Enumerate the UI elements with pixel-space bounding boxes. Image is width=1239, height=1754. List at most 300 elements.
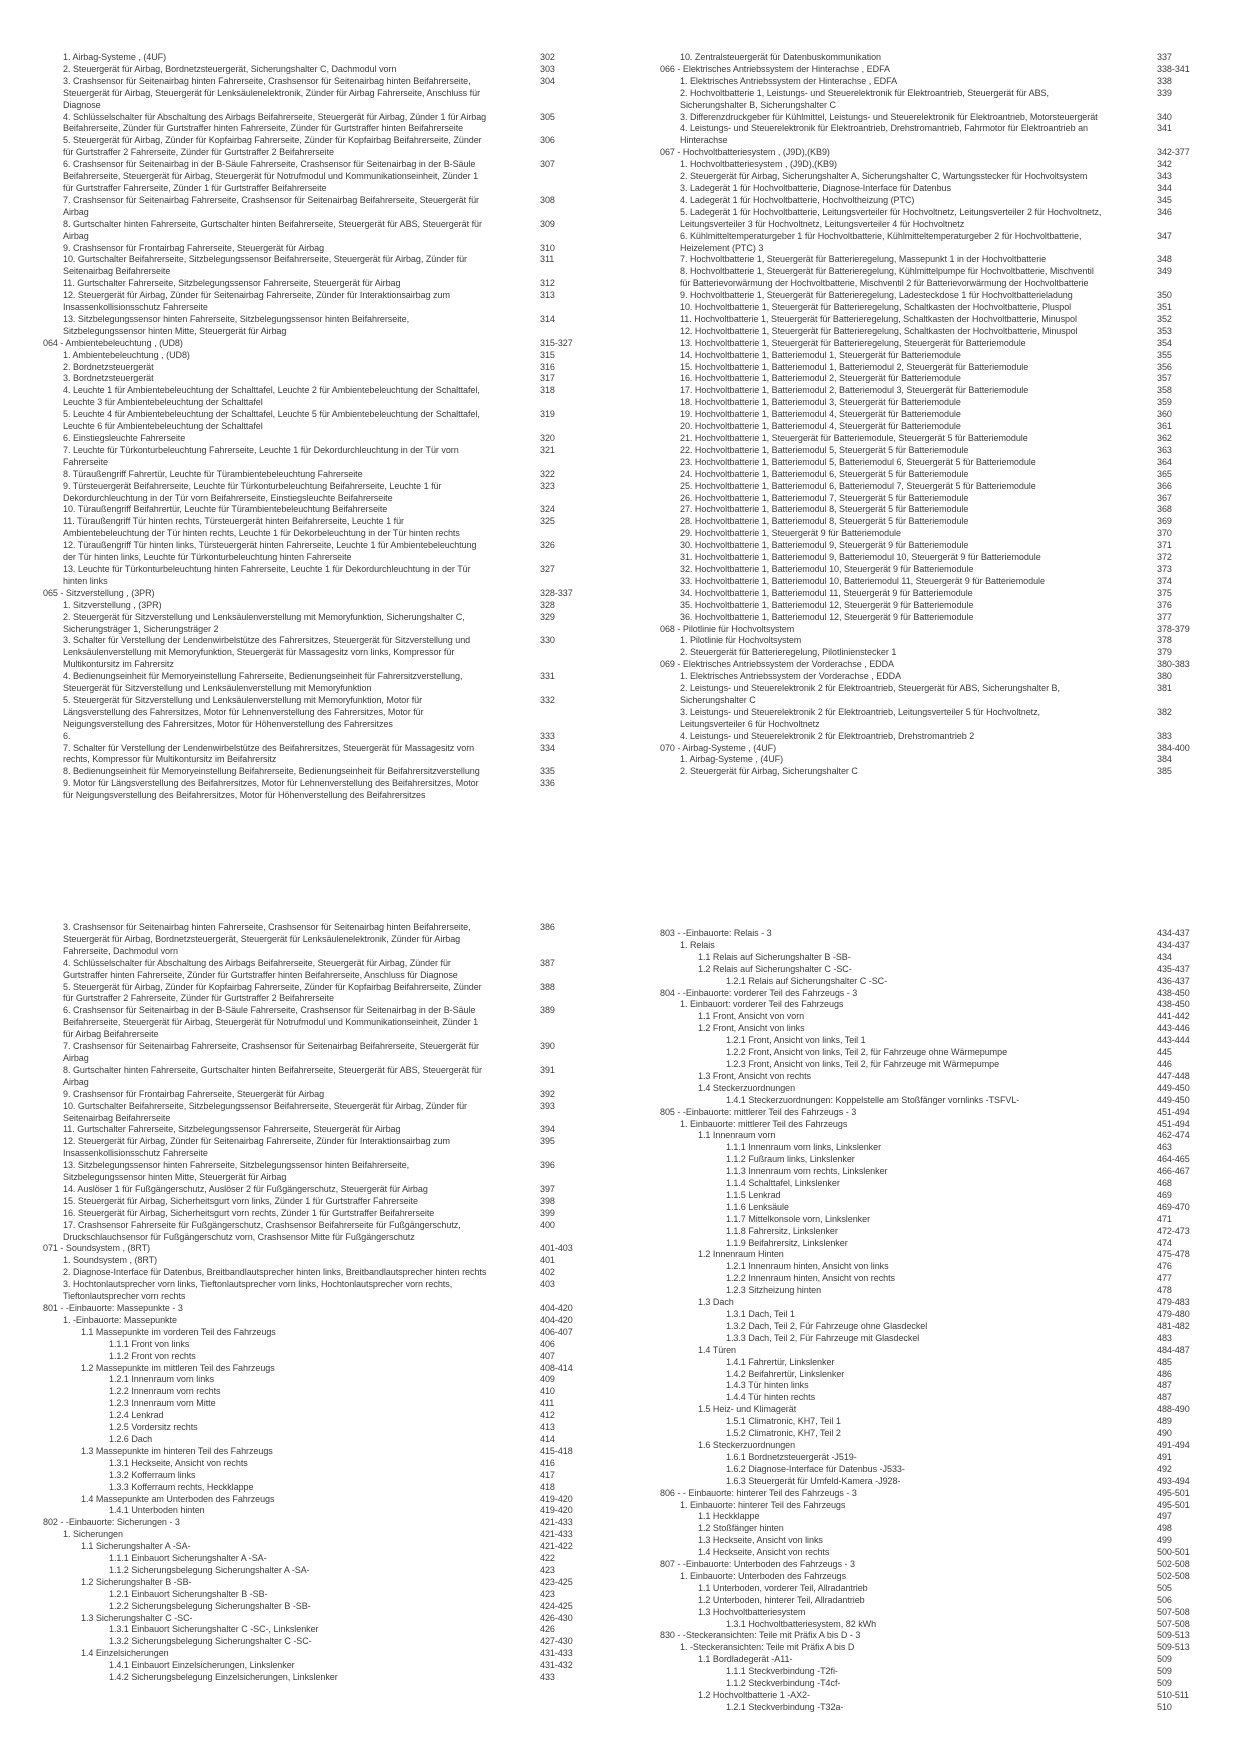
toc-entry-text: 22. Hochvoltbatterie 1, Batteriemodul 5, Steuergerät 5 für Batteriemodule xyxy=(680,444,969,455)
toc-entry-page: 497 xyxy=(1157,1511,1172,1522)
toc-entry-text: 1.1 Bordladegerät -A11- xyxy=(698,1654,793,1665)
toc-entry-text: 4. Ladegerät 1 für Hochvoltbatterie, Hochvoltheizung (PTC) xyxy=(680,194,915,205)
toc-entry-page: 509-513 xyxy=(1157,1642,1190,1653)
toc-entry xyxy=(660,1630,1220,1642)
toc-entry-page: 499 xyxy=(1157,1535,1172,1546)
toc-entry-page: 387 xyxy=(540,957,555,968)
toc-entry xyxy=(660,362,1220,374)
toc-entry xyxy=(43,1124,603,1136)
toc-entry-page: 407 xyxy=(540,1350,555,1361)
toc-entry-text: 1. Soundsystem , (8RT) xyxy=(63,1255,158,1266)
toc-entry-text: 1.4 Türen xyxy=(698,1344,737,1355)
toc-entry xyxy=(660,683,1220,707)
toc-entry-page: 353 xyxy=(1157,325,1172,336)
toc-column-top-left xyxy=(43,52,603,802)
toc-entry xyxy=(43,1648,603,1660)
toc-entry xyxy=(660,988,1220,1000)
toc-entry-text: 9. Crashsensor für Frontairbag Fahrerseite, Steuergerät für Airbag xyxy=(63,1088,325,1099)
toc-entry-text: 1.2.3 Innenraum vorn Mitte xyxy=(109,1398,216,1409)
toc-entry xyxy=(43,671,603,695)
toc-entry-page: 345 xyxy=(1157,194,1172,205)
toc-entry xyxy=(43,1351,603,1363)
toc-entry-text: 11. Gurtschalter Fahrerseite, Sitzbelegungssensor Fahrerseite, Steuergerät für Airbag xyxy=(63,1124,401,1135)
toc-entry-text: 5. Steuergerät für Sitzverstellung und Lenksäulenverstellung mit Memoryfunktion, Motor für Längsverstellung des Fahrersitzes, Motor für Lehnenverstellung des Fahrersitzes, Motor für Neigungsverstellung des Fahrersitzes, Motor für Höhenverstellung des Fahrersitzes xyxy=(63,694,424,729)
toc-entry-page: 385 xyxy=(1157,766,1172,777)
toc-entry-text: 803 - -Einbauorte: Relais - 3 xyxy=(660,928,772,938)
toc-entry xyxy=(660,1214,1220,1226)
toc-entry-page: 364 xyxy=(1157,456,1172,467)
toc-entry xyxy=(660,1523,1220,1535)
toc-entry-page: 378-379 xyxy=(1157,623,1190,634)
toc-entry xyxy=(660,754,1220,766)
toc-entry xyxy=(660,1607,1220,1619)
toc-entry-text: 1.2.2 Sicherungsbelegung Sicherungshalter B -SB- xyxy=(109,1600,311,1611)
toc-entry xyxy=(43,635,603,671)
toc-entry-page: 359 xyxy=(1157,397,1172,408)
toc-entry xyxy=(660,326,1220,338)
toc-entry-text: 1.1.1 Front von links xyxy=(109,1338,190,1349)
toc-entry-text: 1.2 Front, Ansicht von links xyxy=(698,1023,805,1034)
toc-entry-text: 1.6.1 Bordnetzsteuergerät -J519- xyxy=(726,1451,857,1462)
toc-entry-page: 347 xyxy=(1157,230,1172,241)
toc-entry-text: 1.3 Sicherungshalter C -SC- xyxy=(81,1612,193,1623)
toc-entry-text: 1.4 Massepunkte am Unterboden des Fahrzeugs xyxy=(81,1493,275,1504)
toc-entry xyxy=(43,1410,603,1422)
toc-entry-text: 6. Crashsensor für Seitenairbag in der B-Säule Fahrerseite, Crashsensor für Seitenairbag in der B-Säule Beifahrerseite, Steuergerät für Airbag, Steuergerät für Notrufmodul und Kommunikationseinheit, Zünder 1 für Airbag Beifahrerseite xyxy=(63,1005,479,1040)
toc-entry xyxy=(43,778,603,802)
toc-entry xyxy=(660,1333,1220,1345)
toc-entry-text: 1. Airbag-Systeme , (4UF) xyxy=(680,754,784,765)
toc-entry-page: 340 xyxy=(1157,111,1172,122)
toc-entry-page: 372 xyxy=(1157,552,1172,563)
toc-entry-text: 13. Hochvoltbatterie 1, Steuergerät für Batterieregelung, Steuergerät für Batteriemodule xyxy=(680,337,1026,348)
toc-entry-page: 487 xyxy=(1157,1380,1172,1391)
toc-entry-page: 351 xyxy=(1157,302,1172,313)
toc-entry-page: 411 xyxy=(540,1398,555,1409)
toc-entry-text: 5. Steuergerät für Airbag, Zünder für Kopfairbag Fahrerseite, Zünder für Kopfairbag Beifahrerseite, Zünder für Gurtstraffer 2 Fahrerseite, Zünder für Gurtstraffer 2 Beifahrerseite xyxy=(63,135,482,158)
toc-entry-text: 10. Türaußengriff Beifahrertür, Leuchte für Türambientebeleuchtung Beifahrerseite xyxy=(63,504,388,515)
toc-entry xyxy=(43,1541,603,1553)
toc-entry-page: 507-508 xyxy=(1157,1606,1190,1617)
toc-entry-text: 20. Hochvoltbatterie 1, Batteriemodul 4, Steuergerät für Batteriemodule xyxy=(680,421,961,432)
toc-entry xyxy=(660,1369,1220,1381)
toc-entry xyxy=(660,552,1220,564)
toc-entry-text: 1.2 Hochvoltbatterie 1 -AX2- xyxy=(698,1690,810,1700)
toc-entry-text: 13. Sitzbelegungssensor hinten Fahrerseite, Sitzbelegungssensor hinten Beifahrerseite, Sitzbelegungssensor hinten Mitte, Steuergerät für Airbag xyxy=(63,313,410,336)
toc-entry-page: 365 xyxy=(1157,468,1172,479)
toc-entry-page: 389 xyxy=(540,1005,555,1016)
toc-entry-page: 342 xyxy=(1157,159,1172,170)
toc-entry-text: 7. Schalter für Verstellung der Lendenwirbelstütze des Beifahrersitzes, Steuergerät für Massagesitz vorn rechts, Kompressor für Multikontursitz im Beifahrersitz xyxy=(63,742,475,765)
toc-entry xyxy=(43,1255,603,1267)
toc-entry xyxy=(43,766,603,778)
toc-entry xyxy=(43,112,603,136)
toc-entry-page: 471 xyxy=(1157,1213,1172,1224)
toc-entry-page: 401-403 xyxy=(540,1243,573,1254)
toc-entry-text: 1.4.1 Einbauort Einzelsicherungen, Linkslenker xyxy=(109,1660,295,1671)
toc-entry-page: 307 xyxy=(540,159,555,170)
toc-entry-text: 30. Hochvoltbatterie 1, Batteriemodul 9, Steuergerät 9 für Batteriemodule xyxy=(680,540,969,551)
toc-entry-text: 1.5.2 Climatronic, KH7, Teil 2 xyxy=(726,1428,841,1439)
toc-entry xyxy=(660,1357,1220,1369)
toc-entry xyxy=(43,278,603,290)
toc-entry-text: 1.1.1 Innenraum vorn links, Linkslenker xyxy=(726,1142,882,1153)
toc-entry xyxy=(660,195,1220,207)
toc-entry-text: 4. Leistungs- und Steuerelektronik 2 für Elektroantrieb, Drehstromantrieb 2 xyxy=(680,730,975,741)
toc-entry-text: 2. Steuergerät für Airbag, Sicherungshalter A, Sicherungshalter C, Wartungsstecker für Hochvoltsystem xyxy=(680,171,1088,182)
toc-entry-text: 1.1.7 Mittelkonsole vorn, Linkslenker xyxy=(726,1213,871,1224)
toc-entry-text: 1.3 Hochvoltbatteriesystem xyxy=(698,1606,806,1617)
toc-entry-text: 10. Zentralsteuergerät für Datenbuskommunikation xyxy=(680,52,882,62)
toc-entry-text: 830 - -Steckeransichten: Teile mit Präfix A bis D - 3 xyxy=(660,1630,861,1641)
toc-entry-page: 509 xyxy=(1157,1678,1172,1689)
toc-entry-text: 2. Steuergerät für Batterieregelung, Pilotlinienstecker 1 xyxy=(680,647,897,658)
toc-entry xyxy=(660,1511,1220,1523)
toc-entry-text: 1.4.1 Fahrertür, Linkslenker xyxy=(726,1356,835,1367)
toc-entry-page: 406-407 xyxy=(540,1326,573,1337)
toc-entry-page: 505 xyxy=(1157,1582,1172,1593)
toc-entry-text: 1.2.1 Relais auf Sicherungshalter C -SC- xyxy=(726,975,888,986)
toc-entry-page: 333 xyxy=(540,730,555,741)
toc-entry-text: 1.2.4 Lenkrad xyxy=(109,1410,164,1421)
toc-entry xyxy=(43,1398,603,1410)
toc-entry-text: 802 - -Einbauorte: Sicherungen - 3 xyxy=(43,1517,180,1528)
toc-entry xyxy=(660,1083,1220,1095)
toc-entry xyxy=(660,624,1220,636)
toc-entry xyxy=(660,1238,1220,1250)
toc-entry-text: 1.1.2 Front von rechts xyxy=(109,1350,196,1361)
toc-entry-page: 329 xyxy=(540,611,555,622)
toc-entry-text: 1.1.9 Beifahrersitz, Linkslenker xyxy=(726,1237,848,1248)
toc-entry-page: 423-425 xyxy=(540,1576,573,1587)
toc-entry-page: 478 xyxy=(1157,1285,1172,1296)
toc-entry xyxy=(43,982,603,1006)
toc-entry-page: 414 xyxy=(540,1433,555,1444)
toc-entry-page: 415-418 xyxy=(540,1445,573,1456)
toc-entry-text: 1.5.1 Climatronic, KH7, Teil 1 xyxy=(726,1416,841,1427)
toc-entry-text: 14. Auslöser 1 für Fußgängerschutz, Auslöser 2 für Fußgängerschutz, Steuergerät für Airbag xyxy=(63,1183,428,1194)
toc-entry xyxy=(660,266,1220,290)
toc-entry-page: 502-508 xyxy=(1157,1570,1190,1581)
toc-entry-page: 443-444 xyxy=(1157,1035,1190,1046)
toc-entry-text: 1.4.4 Tür hinten rechts xyxy=(726,1392,816,1403)
toc-entry-text: 12. Steuergerät für Airbag, Zünder für Seitenairbag Fahrerseite, Zünder für Interaktionsairbag zum Insassenkollisionsschutz Fahrerseite xyxy=(63,290,450,313)
toc-entry-text: 3. Ladegerät 1 für Hochvoltbatterie, Diagnose-Interface für Datenbus xyxy=(680,182,951,193)
toc-entry-page: 330 xyxy=(540,635,555,646)
toc-entry xyxy=(660,1226,1220,1238)
toc-entry-page: 349 xyxy=(1157,266,1172,277)
toc-entry xyxy=(660,659,1220,671)
toc-entry xyxy=(660,1059,1220,1071)
toc-entry-page: 341 xyxy=(1157,123,1172,134)
toc-entry-text: 27. Hochvoltbatterie 1, Batteriemodul 8, Steuergerät 5 für Batteriemodule xyxy=(680,504,969,515)
toc-entry-page: 426 xyxy=(540,1624,555,1635)
toc-entry xyxy=(43,1327,603,1339)
toc-entry-text: 5. Leuchte 4 für Ambientebeleuchtung der Schalttafel, Leuchte 5 für Ambientebeleuchtung der Schalttafel, Leuchte 6 für Ambientebeleuchtung der Schalttafel xyxy=(63,409,480,432)
toc-entry-page: 451-494 xyxy=(1157,1118,1190,1129)
toc-entry xyxy=(660,766,1220,778)
toc-entry-page: 421-433 xyxy=(540,1529,573,1540)
toc-entry-page: 398 xyxy=(540,1195,555,1206)
toc-entry xyxy=(43,1446,603,1458)
toc-entry xyxy=(43,409,603,433)
toc-entry xyxy=(660,1428,1220,1440)
toc-entry xyxy=(660,1500,1220,1512)
toc-entry-page: 319 xyxy=(540,409,555,420)
toc-entry-page: 382 xyxy=(1157,706,1172,717)
toc-entry-page: 384-400 xyxy=(1157,742,1190,753)
toc-entry-page: 316 xyxy=(540,361,555,372)
toc-entry-text: 805 - -Einbauorte: mittlerer Teil des Fahrzeugs - 3 xyxy=(660,1106,857,1117)
toc-entry-text: 1.3.2 Kofferraum links xyxy=(109,1469,196,1480)
toc-entry-text: 4. Leistungs- und Steuerelektronik für Elektroantrieb, Drehstromantrieb, Fahrmotor für Elektroantrieb an Hinterachse xyxy=(680,123,1088,146)
toc-entry-text: 4. Leuchte 1 für Ambientebeleuchtung der Schalttafel, Leuchte 2 für Ambientebeleuchtung der Schalttafel, Leuchte 3 für Ambientebeleuchtung der Schalttafel xyxy=(63,385,480,408)
toc-entry-text: 7. Leuchte für Türkonturbeleuchtung Fahrerseite, Leuchte 1 für Dekordurchleuchtung in der Tür vorn Fahrerseite xyxy=(63,444,459,467)
toc-entry xyxy=(43,1470,603,1482)
toc-entry-page: 423 xyxy=(540,1564,555,1575)
toc-entry xyxy=(660,1130,1220,1142)
toc-entry-page: 479-483 xyxy=(1157,1297,1190,1308)
toc-entry-page: 509 xyxy=(1157,1666,1172,1677)
toc-entry-text: 1.2 Innenraum Hinten xyxy=(698,1249,784,1260)
toc-entry-page: 435-437 xyxy=(1157,963,1190,974)
toc-entry-text: 4. Bedienungseinheit für Memoryeinstellung Fahrerseite, Bedienungseinheit für Fahrersitzverstellung, Steuergerät für Sitzverstellung und Lenksäulenverstellung mit Memoryfunktion xyxy=(63,671,463,694)
toc-entry-text: 1.1.2 Sicherungsbelegung Sicherungshalter A -SA- xyxy=(109,1564,310,1575)
toc-entry xyxy=(660,1476,1220,1488)
toc-entry-text: 18. Hochvoltbatterie 1, Batteriemodul 3, Steuergerät für Batteriemodule xyxy=(680,397,961,408)
toc-entry-text: 1.3 Massepunkte im hinteren Teil des Fahrzeugs xyxy=(81,1445,273,1456)
toc-entry-page: 476 xyxy=(1157,1261,1172,1272)
toc-entry-text: 13. Sitzbelegungssensor hinten Fahrerseite, Sitzbelegungssensor hinten Beifahrerseite, Sitzbelegungssensor hinten Mitte, Steuergerät für Airbag xyxy=(63,1160,410,1183)
toc-entry xyxy=(660,290,1220,302)
toc-entry-text: 1.1 Massepunkte im vorderen Teil des Fahrzeugs xyxy=(81,1326,276,1337)
toc-entry-page: 438-450 xyxy=(1157,999,1190,1010)
toc-entry-page: 399 xyxy=(540,1207,555,1218)
toc-entry-page: 462-474 xyxy=(1157,1130,1190,1141)
toc-entry-page: 303 xyxy=(540,63,555,74)
toc-entry-text: 1.3.2 Sicherungsbelegung Sicherungshalter C -SC- xyxy=(109,1636,312,1647)
toc-entry xyxy=(43,1565,603,1577)
toc-entry-text: 1.6.2 Diagnose-Interface für Datenbus -J533- xyxy=(726,1463,905,1474)
toc-entry xyxy=(43,922,603,958)
toc-entry xyxy=(43,1422,603,1434)
toc-entry-text: 1. Ambientebeleuchtung , (UD8) xyxy=(63,349,190,360)
toc-entry-page: 318 xyxy=(540,385,555,396)
toc-entry xyxy=(43,445,603,469)
toc-entry-text: 3. Bordnetzsteuergerät xyxy=(63,373,154,384)
toc-entry xyxy=(660,1416,1220,1428)
toc-entry xyxy=(660,493,1220,505)
toc-entry-text: 1.2 Massepunkte im mittleren Teil des Fahrzeugs xyxy=(81,1362,275,1373)
toc-entry xyxy=(43,1136,603,1160)
toc-entry-page: 313 xyxy=(540,290,555,301)
toc-entry xyxy=(660,1345,1220,1357)
toc-entry-text: 1. Einbauorte: mittlerer Teil des Fahrzeugs xyxy=(680,1118,848,1129)
toc-entry xyxy=(660,1392,1220,1404)
toc-entry xyxy=(660,952,1220,964)
toc-entry-page: 377 xyxy=(1157,611,1172,622)
toc-entry xyxy=(660,481,1220,493)
toc-entry-page: 468 xyxy=(1157,1178,1172,1189)
toc-entry xyxy=(43,1553,603,1565)
toc-entry-text: 6. xyxy=(63,730,71,741)
toc-entry-page: 386 xyxy=(540,922,555,932)
toc-entry-page: 410 xyxy=(540,1386,555,1397)
toc-entry xyxy=(660,1380,1220,1392)
toc-entry xyxy=(660,183,1220,195)
toc-entry-page: 418 xyxy=(540,1481,555,1492)
toc-entry-page: 323 xyxy=(540,480,555,491)
toc-entry xyxy=(660,469,1220,481)
toc-entry-text: 8. Gurtschalter hinten Fahrerseite, Gurtschalter hinten Beifahrerseite, Steuergerät für ABS, Steuergerät für Airbag xyxy=(63,1064,482,1087)
toc-entry xyxy=(660,52,1220,64)
toc-entry-text: 6. Einstiegsleuchte Fahrerseite xyxy=(63,433,186,443)
toc-entry xyxy=(43,362,603,374)
toc-entry-page: 393 xyxy=(540,1100,555,1111)
toc-entry-text: 1.4.2 Beifahrertür, Linkslenker xyxy=(726,1368,845,1379)
toc-entry-text: 1.3.1 Dach, Teil 1 xyxy=(726,1309,795,1319)
toc-entry-page: 492 xyxy=(1157,1463,1172,1474)
toc-entry xyxy=(660,671,1220,683)
toc-entry xyxy=(660,373,1220,385)
toc-entry-page: 358 xyxy=(1157,385,1172,396)
toc-entry xyxy=(43,1315,603,1327)
toc-entry-page: 366 xyxy=(1157,480,1172,491)
toc-entry-text: 1.2.1 Innenraum hinten, Ansicht von links xyxy=(726,1261,889,1272)
toc-entry-text: 12. Türaußengriff Tür hinten links, Türsteuergerät hinten Fahrerseite, Leuchte 1 für Ambientebeleuchtung der Tür hinten links, Leuchte für Türkonturbeleuchtung hinten Fahrerseite xyxy=(63,540,477,563)
toc-entry-text: 807 - -Einbauorte: Unterboden des Fahrzeugs - 3 xyxy=(660,1559,855,1570)
toc-entry-text: 1.2.2 Innenraum hinten, Ansicht von rechts xyxy=(726,1273,896,1284)
toc-entry-page: 434-437 xyxy=(1157,928,1190,938)
toc-entry xyxy=(43,1636,603,1648)
toc-entry xyxy=(660,112,1220,124)
toc-entry xyxy=(660,350,1220,362)
toc-entry xyxy=(43,1184,603,1196)
toc-entry-page: 397 xyxy=(540,1183,555,1194)
toc-entry-text: 1. Sicherungen xyxy=(63,1529,123,1540)
toc-entry-page: 474 xyxy=(1157,1237,1172,1248)
toc-entry xyxy=(660,1321,1220,1333)
toc-entry-text: 2. Steuergerät für Airbag, Sicherungshalter C xyxy=(680,766,858,777)
toc-entry-text: 7. Crashsensor für Seitenairbag Fahrerseite, Crashsensor für Seitenairbag Beifahrerseite, Steuergerät für Airbag xyxy=(63,194,479,217)
toc-entry-page: 449-450 xyxy=(1157,1082,1190,1093)
toc-entry-page: 339 xyxy=(1157,87,1172,98)
toc-entry xyxy=(43,1613,603,1625)
toc-entry-page: 491-494 xyxy=(1157,1439,1190,1450)
toc-entry-page: 312 xyxy=(540,278,555,289)
toc-entry xyxy=(43,588,603,600)
toc-entry xyxy=(660,540,1220,552)
toc-entry-page: 338-341 xyxy=(1157,63,1190,74)
toc-entry-text: 8. Türaußengriff Fahrertür, Leuchte für Türambientebeleuchtung Fahrerseite xyxy=(63,468,363,479)
toc-entry xyxy=(43,469,603,481)
toc-entry xyxy=(43,1624,603,1636)
toc-column-bottom-right xyxy=(660,928,1220,1714)
toc-entry-page: 352 xyxy=(1157,313,1172,324)
toc-entry xyxy=(43,1041,603,1065)
toc-entry-text: 2. Bordnetzsteuergerät xyxy=(63,361,154,372)
toc-entry-text: 801 - -Einbauorte: Massepunkte - 3 xyxy=(43,1303,183,1313)
toc-entry-page: 363 xyxy=(1157,444,1172,455)
toc-entry-text: 6. Kühlmitteltemperaturgeber 1 für Hochvoltbatterie, Kühlmitteltemperaturgeber 2 für Hochvoltbatterie, Heizelement (PTC) 3 xyxy=(680,230,1082,253)
toc-entry-page: 379 xyxy=(1157,647,1172,658)
toc-entry-text: 1.4.2 Sicherungsbelegung Einzelsicherungen, Linkslenker xyxy=(109,1672,338,1683)
toc-entry-text: 066 - Elektrisches Antriebssystem der Hinterachse , EDFA xyxy=(660,63,890,74)
toc-entry-page: 381 xyxy=(1157,683,1172,694)
toc-entry-page: 427-430 xyxy=(540,1636,573,1647)
toc-entry xyxy=(43,1101,603,1125)
toc-entry xyxy=(660,1154,1220,1166)
toc-entry xyxy=(660,421,1220,433)
toc-entry-page: 344 xyxy=(1157,182,1172,193)
toc-entry-text: 3. Differenzdruckgeber für Kühlmittel, Leistungs- und Steuerelektronik für Elektroantrieb, Motorsteuergerät xyxy=(680,111,1098,122)
toc-entry-page: 466-467 xyxy=(1157,1166,1190,1177)
toc-entry-text: 1.1.8 Fahrersitz, Linkslenker xyxy=(726,1225,838,1236)
toc-entry-page: 343 xyxy=(1157,171,1172,182)
toc-entry xyxy=(43,1529,603,1541)
toc-entry-page: 380 xyxy=(1157,671,1172,682)
toc-entry-page: 327 xyxy=(540,563,555,574)
toc-entry-text: 1.2 Unterboden, hinterer Teil, Allradantrieb xyxy=(698,1594,865,1605)
toc-entry-page: 404-420 xyxy=(540,1303,573,1313)
toc-entry-text: 1. Hochvoltbatteriesystem , (J9D),(KB9) xyxy=(680,159,837,170)
toc-entry xyxy=(660,1583,1220,1595)
toc-entry xyxy=(43,254,603,278)
toc-entry-text: 1. -Einbauorte: Massepunkte xyxy=(63,1314,177,1325)
toc-entry-text: 1.6 Steckerzuordnungen xyxy=(698,1439,796,1450)
toc-entry-text: 1.2.1 Einbauort Sicherungshalter B -SB- xyxy=(109,1588,268,1599)
toc-entry-page: 469 xyxy=(1157,1189,1172,1200)
toc-entry xyxy=(43,1374,603,1386)
toc-entry xyxy=(43,612,603,636)
toc-entry-text: 1.5 Heiz- und Klimagerät xyxy=(698,1404,797,1415)
toc-entry-page: 317 xyxy=(540,373,555,384)
toc-entry-text: 1.3.1 Hochvoltbatteriesystem, 82 kWh xyxy=(726,1618,877,1629)
toc-entry-text: 1.4.3 Tür hinten links xyxy=(726,1380,809,1391)
toc-entry xyxy=(43,1220,603,1244)
toc-entry xyxy=(660,1559,1220,1571)
toc-entry-page: 423 xyxy=(540,1588,555,1599)
toc-entry-page: 413 xyxy=(540,1422,555,1433)
toc-entry xyxy=(43,516,603,540)
toc-entry xyxy=(660,647,1220,659)
toc-entry-text: 11. Türaußengriff Tür hinten rechts, Türsteuergerät hinten Beifahrerseite, Leuchte 1 für Ambientebeleuchtung der Tür hinten rechts, Leuchte 1 für Dekorbeleuchtung in der Tür hinten rechts xyxy=(63,516,460,539)
toc-entry-text: 1.1.2 Fußraum links, Linkslenker xyxy=(726,1154,855,1165)
toc-entry-text: 8. Gurtschalter hinten Fahrerseite, Gurtschalter hinten Beifahrerseite, Steuergerät für ABS, Steuergerät für Airbag xyxy=(63,218,482,241)
toc-entry-page: 378 xyxy=(1157,635,1172,646)
toc-entry-text: 3. Crashsensor für Seitenairbag hinten Fahrerseite, Crashsensor für Seitenairbag hinten Beifahrerseite, Steuergerät für Airbag, Bordnetzsteuergerät, Steuergerät für Lenksäulenelektronik, Zünder für Airbag Fahrerseite, Dachmodul vorn xyxy=(63,922,471,956)
toc-entry xyxy=(43,564,603,588)
toc-entry-text: 1.3 Heckseite, Ansicht von links xyxy=(698,1535,823,1546)
toc-entry-text: 11. Gurtschalter Fahrerseite, Sitzbelegungssensor Fahrerseite, Steuergerät für Airbag xyxy=(63,278,401,289)
toc-entry xyxy=(660,928,1220,940)
toc-entry xyxy=(660,445,1220,457)
toc-entry-page: 336 xyxy=(540,778,555,789)
toc-entry xyxy=(660,409,1220,421)
toc-entry xyxy=(660,1440,1220,1452)
toc-entry-page: 320 xyxy=(540,433,555,443)
toc-entry-page: 472-473 xyxy=(1157,1225,1190,1236)
toc-entry-page: 446 xyxy=(1157,1058,1172,1069)
toc-entry-page: 500-501 xyxy=(1157,1547,1190,1558)
toc-entry xyxy=(660,76,1220,88)
toc-entry-text: 804 - -Einbauorte: vorderer Teil des Fahrzeugs - 3 xyxy=(660,987,858,998)
toc-entry-text: 1.1.3 Innenraum vorn rechts, Linkslenker xyxy=(726,1166,888,1177)
toc-entry-text: 9. Hochvoltbatterie 1, Steuergerät für Batterieregelung, Ladesteckdose 1 für Hochvoltbatterieladung xyxy=(680,290,1073,301)
toc-entry xyxy=(660,302,1220,314)
toc-entry xyxy=(43,731,603,743)
toc-entry-page: 306 xyxy=(540,135,555,146)
